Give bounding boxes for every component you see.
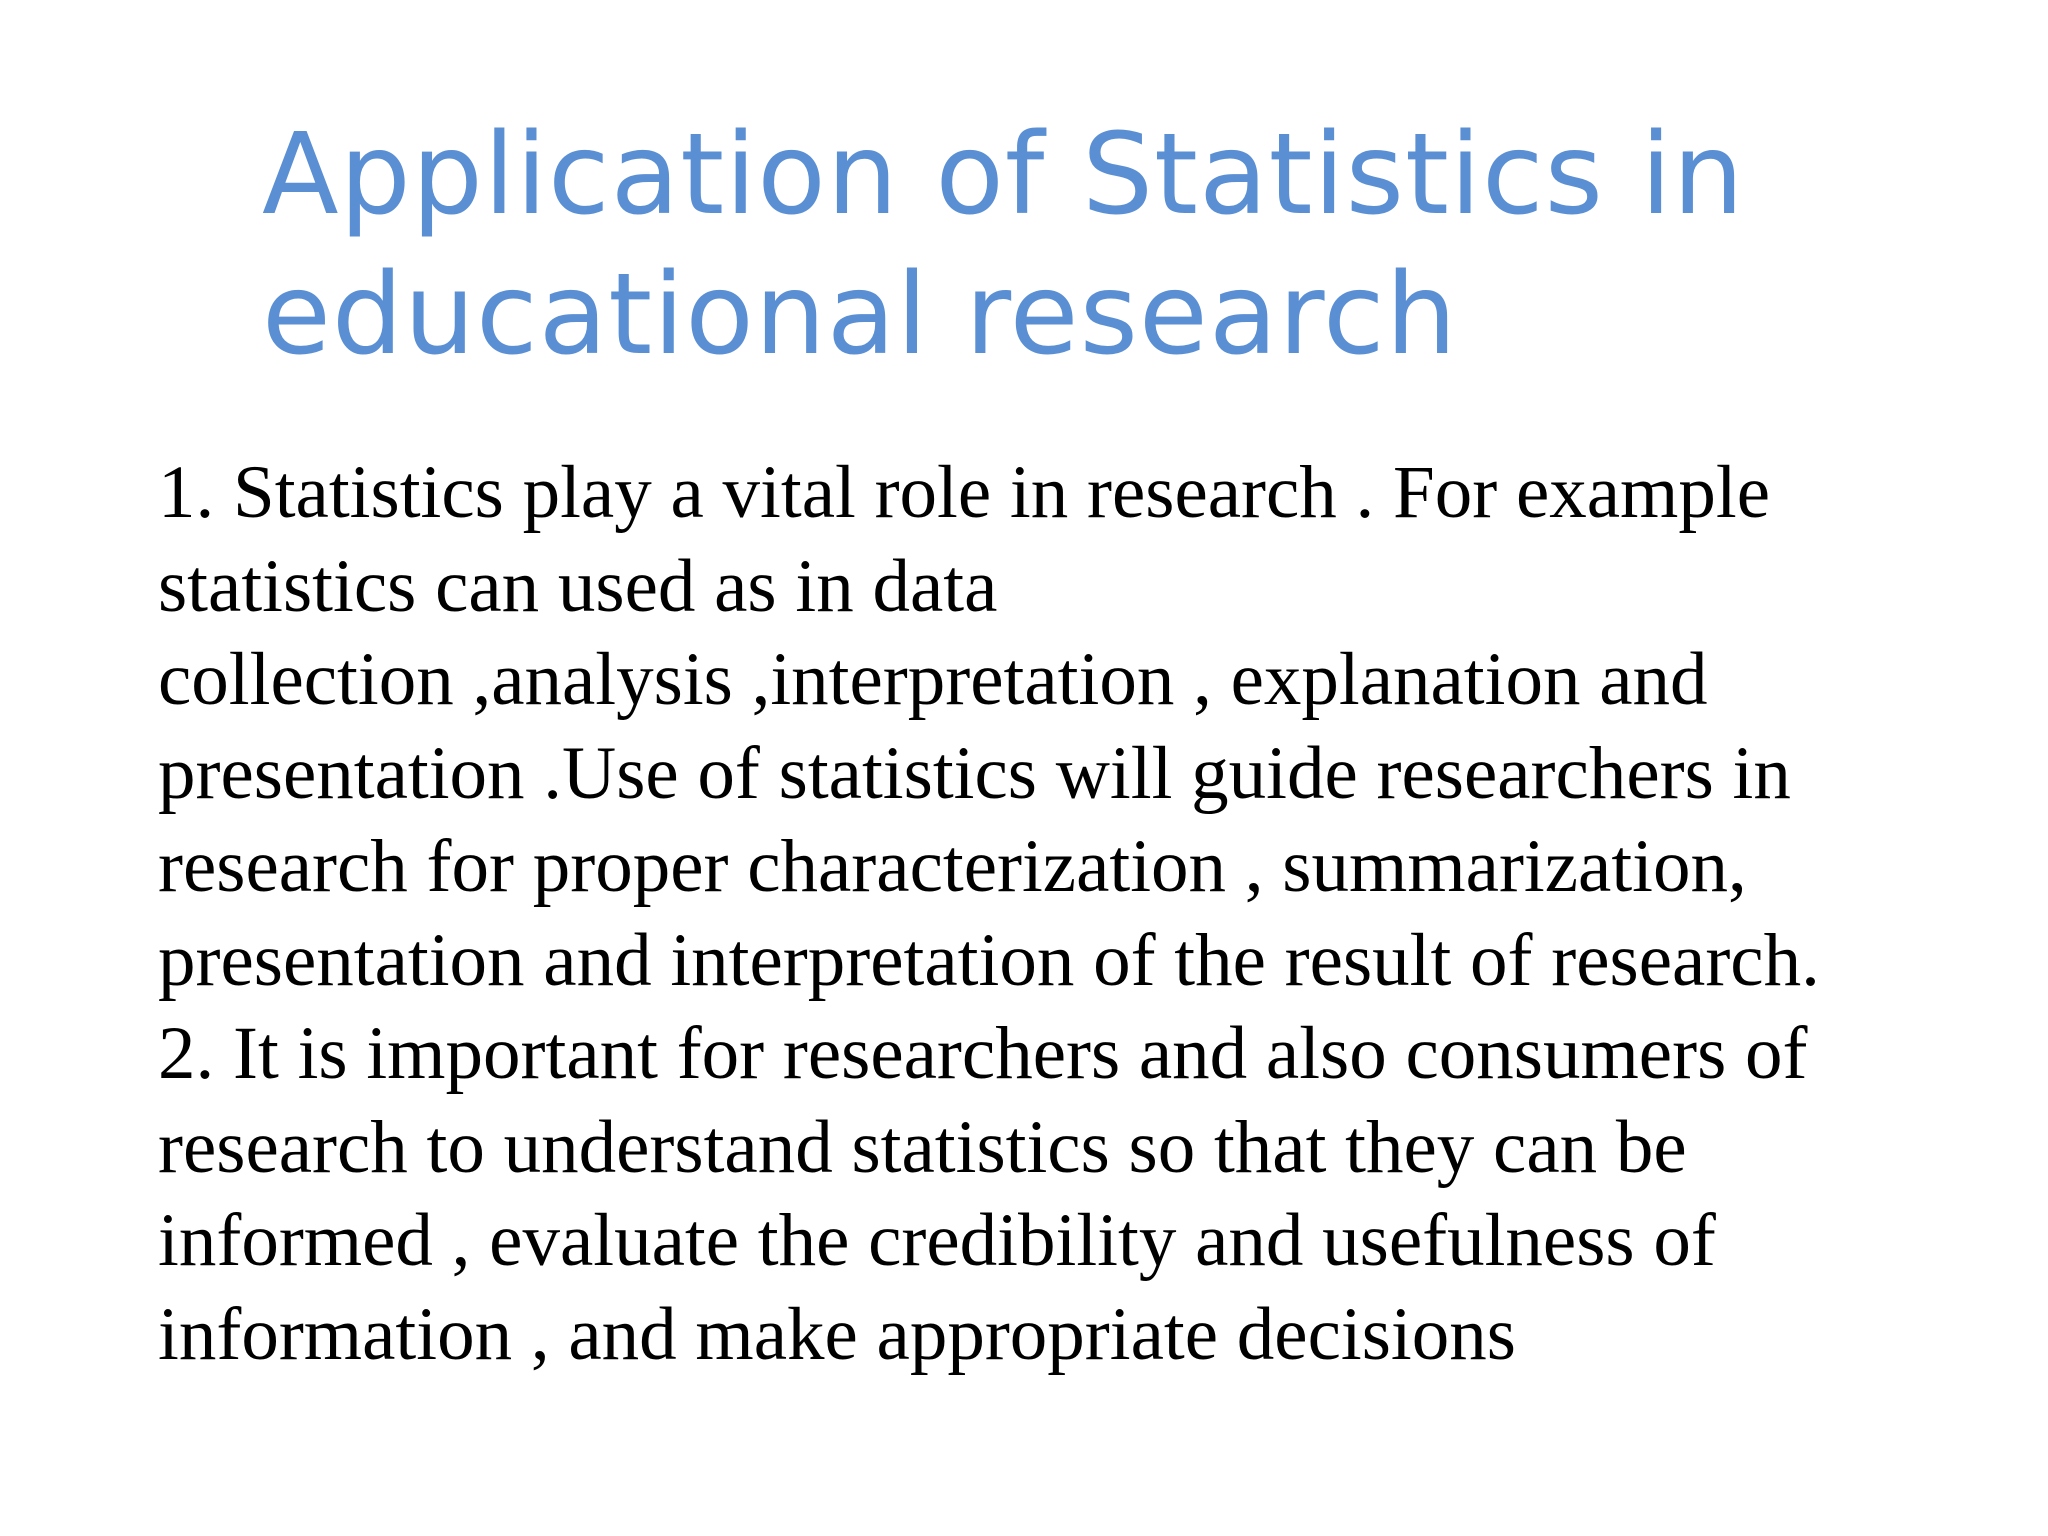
slide-title-line-2: educational research <box>262 250 1458 380</box>
body-line-5: research for proper characterization , summarization, <box>158 825 1747 908</box>
body-line-1: 1. Statistics play a vital role in research . For example <box>158 451 1771 534</box>
body-line-2: statistics can used as in data <box>158 544 998 628</box>
body-line-7: 2. It is important for researchers and also consumers of <box>158 1012 1808 1095</box>
body-line-6: presentation and interpretation of the result of research. <box>158 918 1820 1002</box>
slide-title-line-1: Application of Statistics in <box>262 110 1745 240</box>
body-line-4: presentation .Use of statistics will guide researchers in <box>158 731 1791 815</box>
body-line-8: research to understand statistics so that they can be <box>158 1105 1687 1189</box>
slide-title <box>262 105 1822 385</box>
slide-body <box>158 446 1998 1381</box>
body-line-3: collection ,analysis ,interpretation , explanation and <box>158 638 1708 721</box>
body-line-9: informed , evaluate the credibility and usefulness of <box>158 1199 1716 1282</box>
body-line-10: information , and make appropriate decisions <box>158 1292 1516 1376</box>
